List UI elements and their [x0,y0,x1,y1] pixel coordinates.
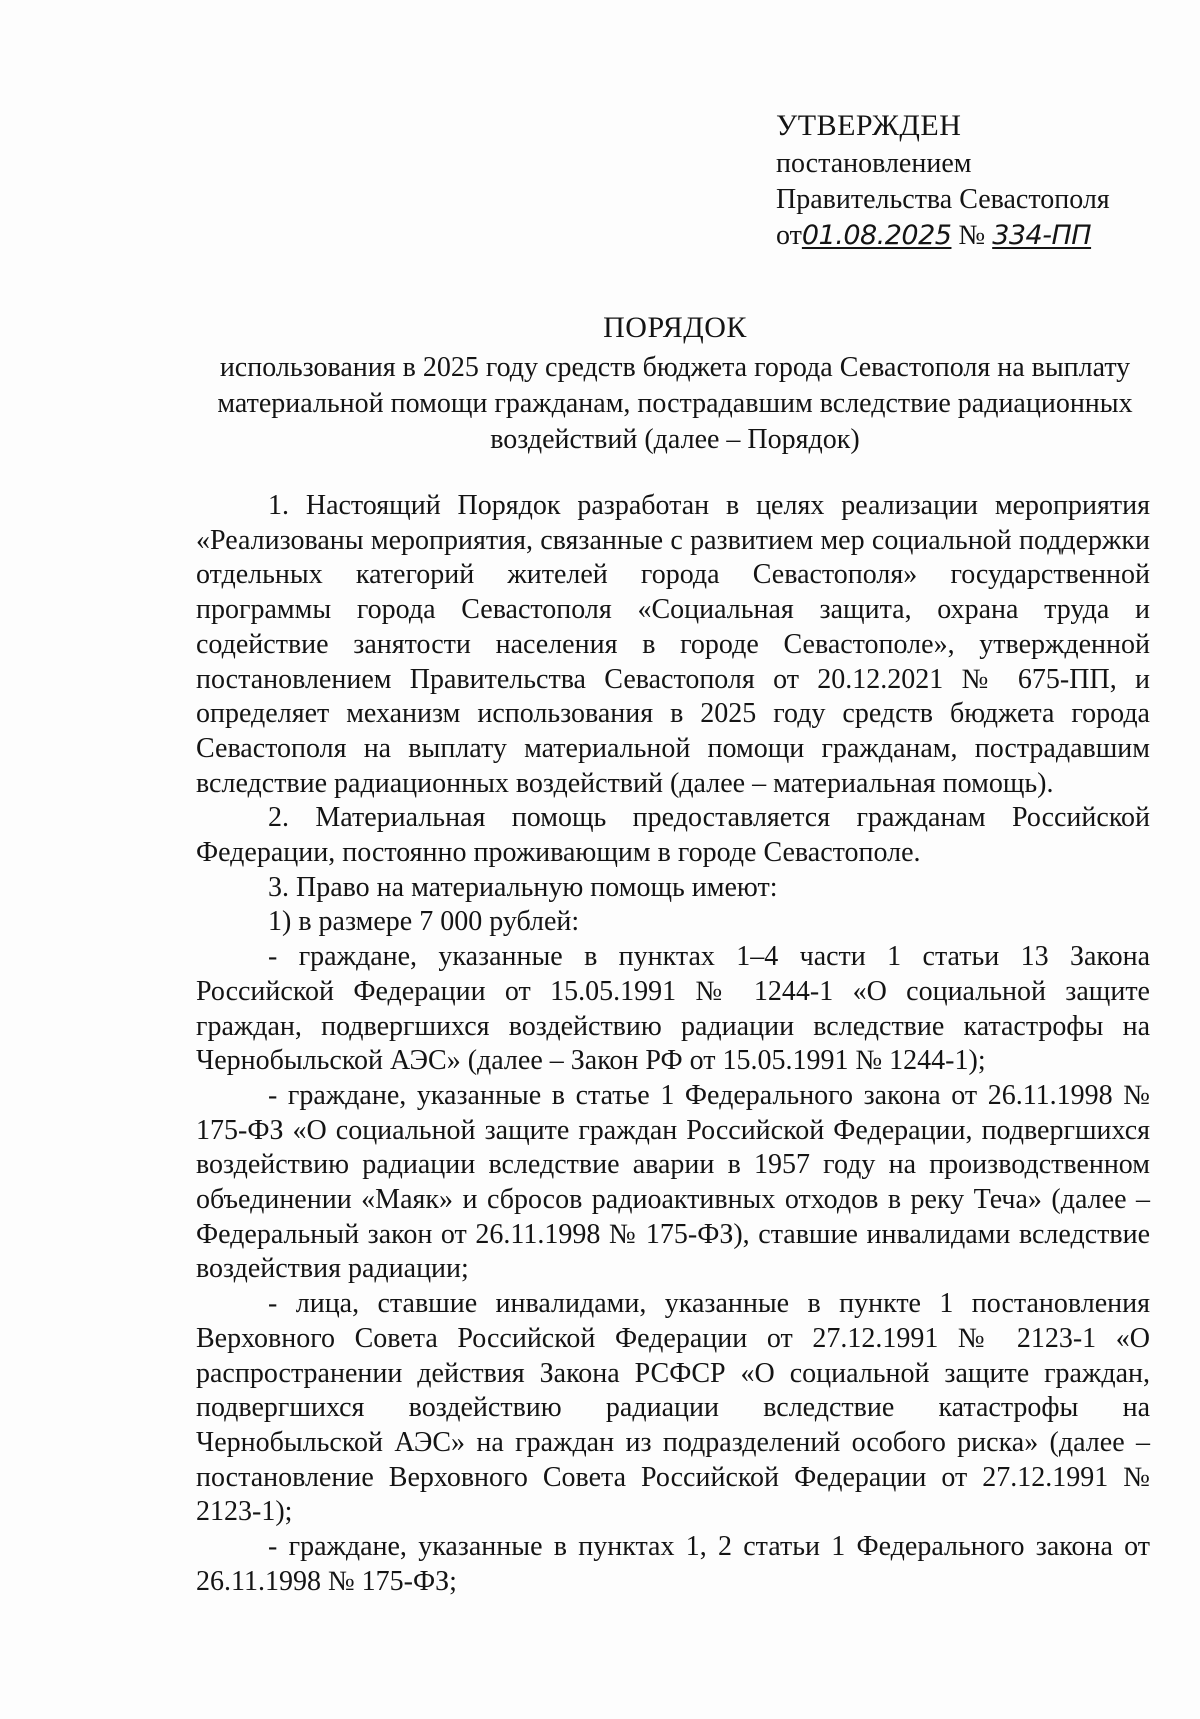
paragraph-3: 3. Право на материальную помощь имеют: [268,871,778,903]
document-title-block [195,310,1155,458]
paragraph-2: 2. Материальная помощь предоставляется гражданам Российской Федерации, постоянно проживающим в городе Севастополе. [196,802,1150,869]
approval-date-line [776,218,1176,254]
list-item: - граждане, указанные в пунктах 1, 2 статьи 1 Федерального закона от 26.11.1998 № 175-ФЗ; [196,1531,1150,1597]
document-subtitle: использования в 2025 году средств бюджета города Севастополя на выплату материальной помощи гражданам, пострадавшим вследствие радиационных воздействий (далее – Порядок) [217,352,1133,455]
document-title: ПОРЯДОК [603,311,747,344]
approval-line-2: Правительства Севастополя [776,184,1110,215]
list-item: - граждане, указанные в статье 1 Федерального закона от 26.11.1998 № 175-ФЗ «О социальной защите граждан Российской Федерации, подвергшихся воздействию радиации вследствие аварии в 1957 году на производственном объединении «Маяк» и сбросов радиоактивных отходов в реку Теча» (далее – Федеральный закон от 26.11.1998 № 175-ФЗ), ставшие инвалидами вследствие воздействия радиации; [196,1079,1150,1285]
number-prefix: № [958,220,986,251]
handwritten-date: 01.08.2025 [801,220,952,251]
approval-heading: УТВЕРЖДЕН [776,109,962,142]
list-item: - граждане, указанные в пунктах 1–4 части 1 статьи 13 Закона Российской Федерации от 15.05.1991 № 1244-1 «О социальной защите граждан, подвергшихся воздействию радиации вследствие катастрофы на Чернобыльской АЭС» (далее – Закон РФ от 15.05.1991 № 1244-1); [196,941,1150,1077]
date-prefix: от [776,220,802,251]
paragraph-1: 1. Настоящий Порядок разработан в целях реализации мероприятия «Реализованы мероприятия, связанные с развитием мер социальной поддержки отдельных категорий жителей города Севастополя» государственной программы города Севастополя «Социальная защита, охрана труда и содействие занятости населения в городе Севастополе», утвержденной постановлением Правительства Севастополя от 20.12.2021 № 675-ПП, и определяет механизм использования в 2025 году средств бюджета города Севастополя на выплату материальной помощи гражданам, пострадавшим вследствие радиационных воздействий (далее – материальная помощь). [196,490,1150,799]
list-item: - лица, ставшие инвалидами, указанные в пункте 1 постановления Верховного Совета Российской Федерации от 27.12.1991 № 2123-1 «О распространении действия Закона РСФСР «О социальной защите граждан, подвергшихся воздействию радиации вследствие катастрофы на Чернобыльской АЭС» на граждан из подразделений особого риска» (далее – постановление Верховного Совета Российской Федерации от 27.12.1991 № 2123-1); [196,1288,1150,1528]
paragraph-3-1: 1) в размере 7 000 рублей: [268,906,580,938]
approval-line-1: постановлением [776,148,972,179]
document-body [196,489,1150,1600]
approval-stamp-block [776,108,1176,254]
handwritten-number: 334-ПП [992,220,1092,251]
